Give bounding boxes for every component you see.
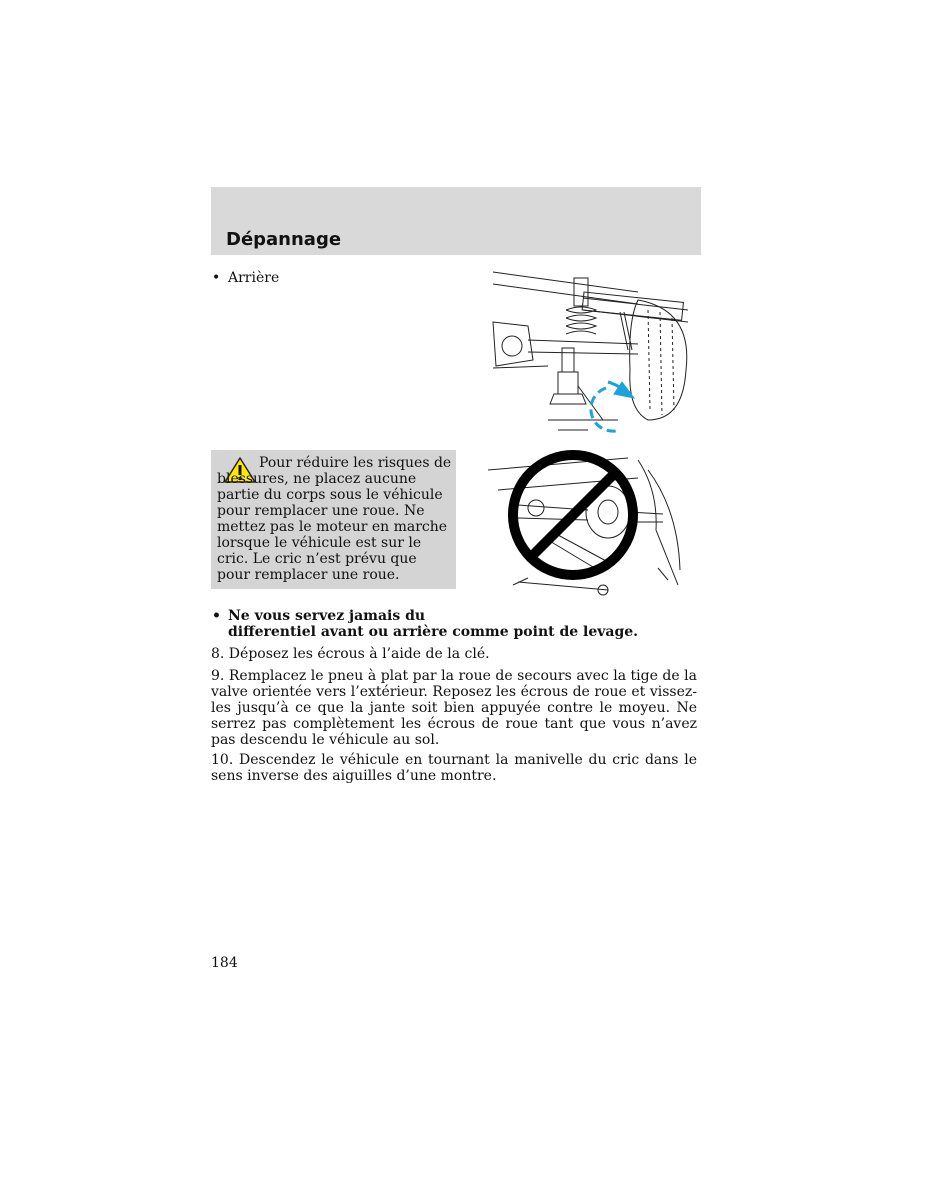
- warning-text: Pour réduire les risques de blessures, ne placez aucune partie du corps sous le véhicule pour remplacer une roue. Ne mettez pas le moteur en marche lorsque le véhicule est sur le cric. Le cric n’est prévu que pour remplacer une roue.: [217, 455, 452, 583]
- bold-bullet-warning: [212, 608, 672, 640]
- bullet-rear: [212, 270, 279, 286]
- no-symbol-differential-illustration: [488, 450, 688, 609]
- bold-bullet-line-1: Ne vous servez jamais du: [228, 608, 426, 624]
- section-header: [211, 187, 701, 255]
- section-title: Dépannage: [226, 229, 342, 250]
- page-number: 184: [211, 955, 238, 971]
- bullet-dot: •: [212, 270, 221, 286]
- step-8: 8. Déposez les écrous à l’aide de la clé.: [211, 646, 490, 662]
- bullet-rear-label: Arrière: [228, 270, 280, 286]
- warning-box: [211, 450, 456, 589]
- bold-bullet-line-2: differentiel avant ou arrière comme point de levage.: [228, 624, 639, 640]
- rear-axle-jack-illustration: [488, 270, 688, 444]
- step-10: 10. Descendez le véhicule en tournant la manivelle du cric dans le sens inverse des aiguilles d’une montre.: [211, 752, 697, 784]
- step-9: 9. Remplacez le pneu à plat par la roue de secours avec la tige de la valve orientée vers l’extérieur. Reposez les écrous de roue et vissez-les jusqu’à ce que la jante soit bien appuyée contre le moyeu. Ne serrez pas complètement les écrous de roue tant que vous n’avez pas descendu le véhicule au sol.: [211, 668, 697, 748]
- bullet-dot: •: [212, 608, 221, 624]
